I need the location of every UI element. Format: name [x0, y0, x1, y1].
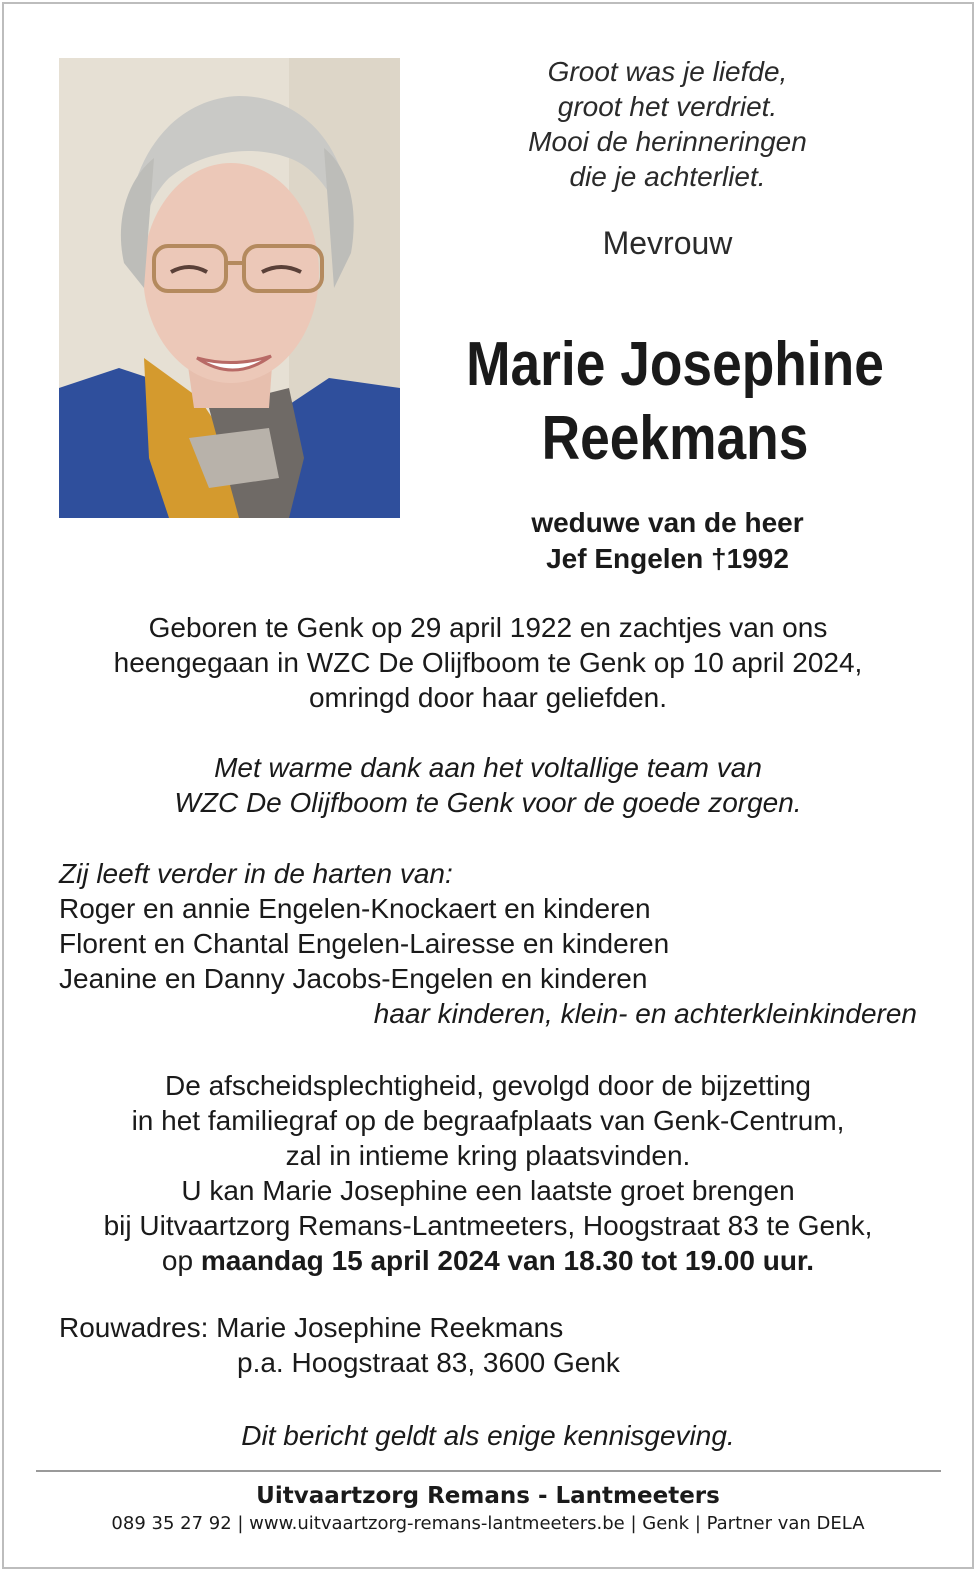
- address-line: p.a. Hoogstraat 83, 3600 Genk: [237, 1347, 620, 1378]
- birth-death-text: [40, 610, 936, 715]
- memorial-poem: [470, 54, 865, 194]
- text-line: WZC De Olijfboom te Genk voor de goede zorgen.: [174, 787, 802, 818]
- visitation-line: [40, 1243, 936, 1278]
- family-list: [59, 856, 939, 1031]
- widow-line: weduwe van de heer: [531, 507, 804, 538]
- deceased-surname: Reekmans: [541, 404, 809, 473]
- footer-divider: [36, 1470, 941, 1472]
- undertaker-contact: 089 35 27 92 | www.uitvaartzorg-remans-lantmeeters.be | Genk | Partner van DELA: [111, 1513, 865, 1534]
- poem-line: Mooi de herinneringen: [528, 126, 807, 157]
- text-line: in het familiegraf op de begraafplaats van Genk-Centrum,: [131, 1105, 845, 1136]
- ceremony-text: [40, 1068, 936, 1278]
- text-line: bij Uitvaartzorg Remans-Lantmeeters, Hoogstraat 83 te Genk,: [103, 1210, 873, 1241]
- text-line: heengegaan in WZC De Olijfboom te Genk op 10 april 2024,: [113, 647, 863, 678]
- deceased-first-names: Marie Josephine: [466, 330, 884, 399]
- poem-line: groot het verdriet.: [557, 91, 778, 122]
- thanks-text: [40, 750, 936, 820]
- mourning-address: [59, 1310, 759, 1380]
- deceased-name: [456, 328, 895, 476]
- poem-line: die je achterliet.: [569, 161, 766, 192]
- family-heading: Zij leeft verder in de harten van:: [59, 858, 453, 889]
- portrait-illustration: [59, 58, 400, 518]
- text-line: omringd door haar geliefden.: [308, 682, 667, 713]
- notice-statement: Dit bericht geldt als enige kennisgeving.: [241, 1420, 735, 1451]
- text-line: U kan Marie Josephine een laatste groet brengen: [181, 1175, 795, 1206]
- family-closing: haar kinderen, klein- en achterkleinkinderen: [373, 998, 917, 1029]
- salutation: Mevrouw: [602, 225, 733, 261]
- family-member: Roger en annie Engelen-Knockaert en kinderen: [59, 893, 651, 924]
- widow-line: Jef Engelen †1992: [546, 543, 789, 574]
- text-line: Geboren te Genk op 29 april 1922 en zachtjes van ons: [148, 612, 828, 643]
- text-line: De afscheidsplechtigheid, gevolgd door de bijzetting: [165, 1070, 811, 1101]
- visitation-prefix: op: [161, 1245, 201, 1276]
- text-line: Met warme dank aan het voltallige team van: [214, 752, 762, 783]
- visitation-datetime: maandag 15 april 2024 van 18.30 tot 19.00 uur.: [200, 1245, 815, 1276]
- text-line: zal in intieme kring plaatsvinden.: [285, 1140, 691, 1171]
- poem-line: Groot was je liefde,: [547, 56, 788, 87]
- address-line: Rouwadres: Marie Josephine Reekmans: [59, 1312, 564, 1343]
- portrait-photo: [59, 58, 400, 518]
- family-member: Jeanine en Danny Jacobs-Engelen en kinderen: [59, 963, 648, 994]
- family-member: Florent en Chantal Engelen-Lairesse en kinderen: [59, 928, 670, 959]
- widow-of: [470, 505, 865, 577]
- undertaker-name: Uitvaartzorg Remans - Lantmeeters: [256, 1483, 720, 1509]
